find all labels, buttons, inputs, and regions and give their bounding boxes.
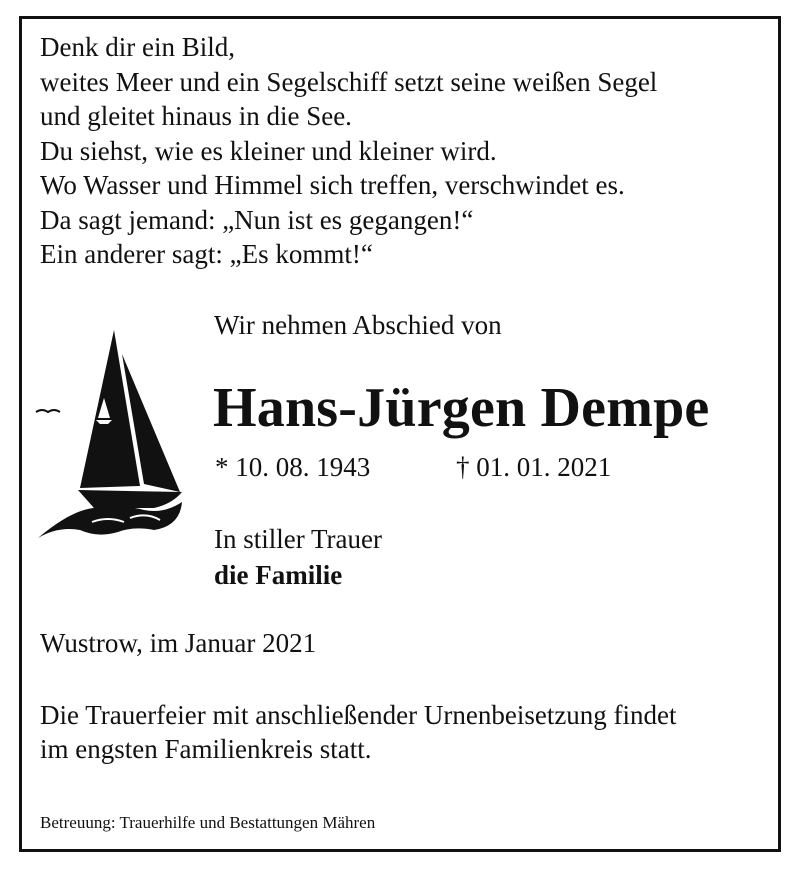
- poem: [40, 30, 657, 272]
- family-signature: die Familie: [214, 560, 343, 590]
- footer-credit: Betreuung: Trauerhilfe und Bestattungen Mähren: [40, 813, 376, 832]
- funeral-info: [40, 698, 677, 766]
- poem-line: und gleitet hinaus in die See.: [40, 101, 352, 131]
- poem-line: Du siehst, wie es kleiner und kleiner wird.: [40, 135, 497, 166]
- funeral-info-line: Die Trauerfeier mit anschließender Urnenbeisetzung findet: [40, 700, 677, 730]
- poem-line: weites Meer und ein Segelschiff setzt seine weißen Segel: [40, 66, 658, 97]
- funeral-info-line: im engsten Familienkreis statt.: [40, 734, 372, 764]
- poem-line: Da sagt jemand: „Nun ist es gegangen!“: [40, 204, 474, 235]
- sailboat-icon: [34, 326, 184, 544]
- intro-text: Wir nehmen Abschied von: [214, 310, 502, 340]
- death-date: † 01. 01. 2021: [456, 452, 612, 482]
- birth-date: * 10. 08. 1943: [215, 452, 371, 482]
- mourning-text: In stiller Trauer: [214, 524, 382, 554]
- poem-line: Wo Wasser und Himmel sich treffen, verschwindet es.: [40, 170, 625, 200]
- place-date: Wustrow, im Januar 2021: [40, 628, 317, 658]
- deceased-name: Hans-Jürgen Dempe: [213, 377, 710, 439]
- poem-line: Denk dir ein Bild,: [40, 32, 235, 62]
- poem-line: Ein anderer sagt: „Es kommt!“: [40, 239, 373, 269]
